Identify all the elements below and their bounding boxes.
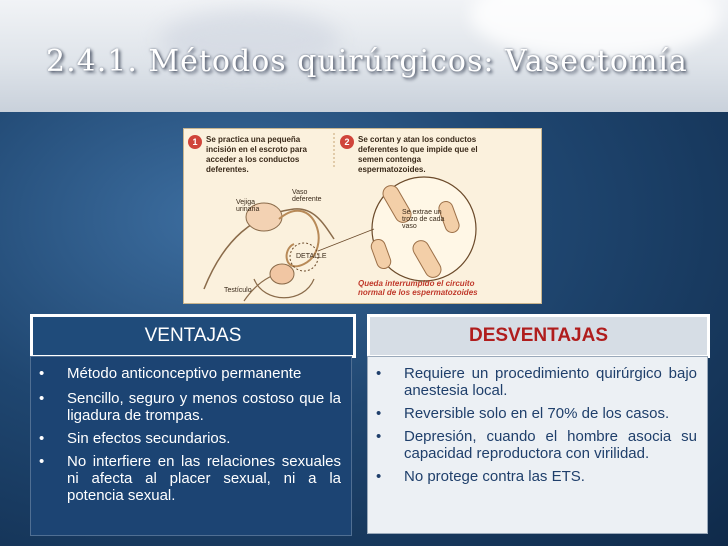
label-vaso: Vaso deferente — [292, 189, 322, 203]
list-item — [368, 405, 707, 422]
desventaja-text: Reversible solo en el 70% de los casos. — [404, 405, 670, 422]
ventaja-text: No interfiere en las relaciones sexuales ni afecta al placer sexual, ni a la potencia sexual. — [67, 453, 341, 504]
list-item — [31, 365, 351, 382]
list-item — [31, 430, 351, 447]
bullet-glyph: • — [39, 390, 45, 407]
bullet-glyph: • — [376, 405, 382, 422]
label-vejiga: Vejiga urinaria — [236, 199, 260, 213]
desventaja-text: Requiere un procedimiento quirúrgico bajo anestesia local. — [404, 365, 697, 399]
list-item — [368, 365, 707, 399]
desventajas-header: DESVENTAJAS — [367, 314, 710, 358]
ventajas-list — [30, 356, 352, 536]
ventaja-text: Método anticonceptivo permanente — [67, 365, 302, 382]
list-item — [31, 453, 351, 504]
slide-title: 2.4.1. Métodos quirúrgicos: Vasectomía — [46, 44, 688, 79]
bullet-glyph: • — [39, 365, 45, 382]
list-item — [31, 390, 351, 424]
bullet-glyph: • — [376, 468, 382, 485]
step-2-badge: 2 — [340, 135, 354, 149]
ventaja-text: Sencillo, seguro y menos costoso que la ligadura de trompas. — [67, 390, 341, 424]
list-item — [368, 468, 707, 485]
desventajas-list — [367, 356, 708, 534]
list-item — [368, 428, 707, 462]
vasectomy-illustration — [183, 128, 542, 304]
bullet-glyph: • — [376, 365, 382, 382]
step-1-text: Se practica una pequeña incisión en el escroto para acceder a los conductos deferentes. — [206, 135, 307, 174]
bullet-glyph: • — [39, 430, 45, 447]
label-extrae: Se extrae un trozo de cada vaso — [402, 209, 445, 230]
label-testiculo: Testículo — [224, 287, 252, 294]
ventajas-header: VENTAJAS — [30, 314, 356, 358]
ventaja-text: Sin efectos secundarios. — [67, 430, 231, 447]
desventaja-text: Depresión, cuando el hombre asocia su capacidad reproductora con virilidad. — [404, 428, 697, 462]
step-1-badge: 1 — [188, 135, 202, 149]
desventaja-text: No protege contra las ETS. — [404, 468, 585, 485]
illustration-caption: Queda interrumpido el circuito normal de los espermatozoides — [358, 279, 478, 297]
bullet-glyph: • — [376, 428, 382, 445]
label-detalle: DETALLE — [296, 253, 327, 260]
bullet-glyph: • — [39, 453, 45, 470]
step-2-text: Se cortan y atan los conductos deferentes lo que impide que el semen contenga espermatozoides. — [358, 135, 478, 174]
